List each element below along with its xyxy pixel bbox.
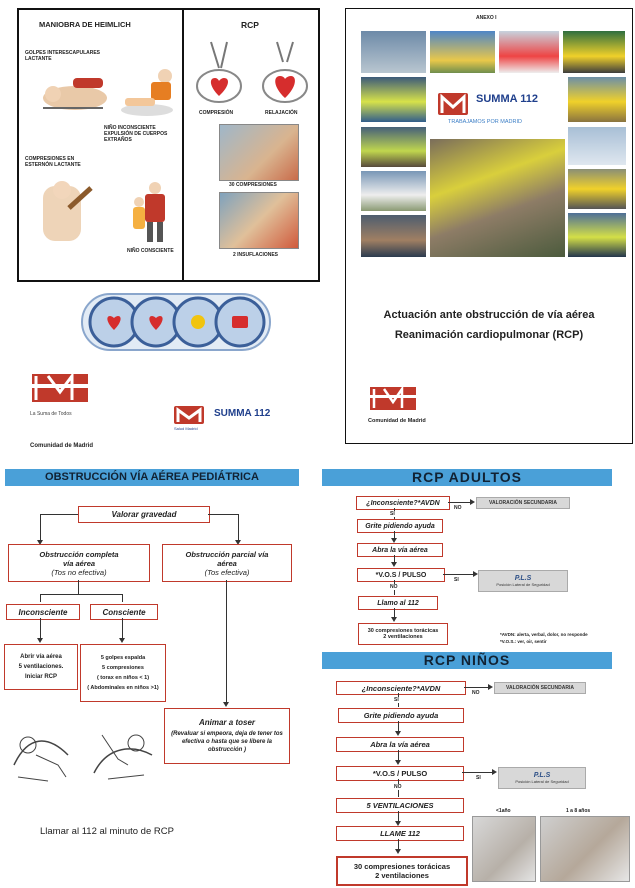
box-completa: [8, 544, 150, 582]
ninos-comp: 30 compresiones torácicas: [353, 862, 451, 871]
photo-helicopter-2: [430, 31, 495, 73]
parcial-sub: (Tos efectiva): [204, 567, 250, 577]
age-label-1: <1año: [496, 808, 511, 814]
line-split: [40, 514, 78, 515]
comunidad-text: Comunidad de Madrid: [30, 443, 93, 449]
ninos-si1: SI: [394, 697, 399, 703]
line-incons-down: [40, 618, 41, 640]
photo-ambulance-side: [568, 77, 626, 122]
adultos-vos: *V.O.S / PULSO: [357, 568, 445, 582]
cover-title-2: Reanimación cardiopulmonar (RCP): [394, 329, 584, 341]
pediatric-title: OBSTRUCCIÓN VÍA AÉREA PEDIÁTRICA: [5, 469, 299, 486]
photo-team-2: [568, 213, 626, 257]
adultos-inconsciente: ¿Inconsciente?*AVDN: [356, 496, 450, 510]
line-cons: [122, 594, 123, 602]
label-nino-consciente: NIÑO CONSCIENTE: [127, 248, 174, 254]
summa-logo-left: [170, 404, 290, 430]
ninos-pls: P.L.S: [533, 772, 551, 779]
cover-page: [345, 8, 633, 444]
summa-m-icon: [170, 404, 210, 426]
ninos-si2: SI: [476, 775, 481, 781]
abrir-text: Abrir vía aérea: [20, 654, 62, 660]
label-nino-inconsciente: NIÑO INCONSCIENTE EXPULSIÓN DE CUERPOS EXTRAÑOS: [104, 125, 168, 143]
arrow-incons: [37, 638, 43, 643]
adultos-vent: 2 ventilaciones: [383, 634, 423, 640]
panel-divider: [182, 10, 184, 280]
ninos-no-line: [464, 687, 488, 688]
madrid-m-icon: [30, 372, 90, 406]
ninos-arrow-3: [395, 760, 401, 765]
golpes-text: 5 golpes espalda: [100, 655, 146, 661]
rcp-title: RCP: [241, 20, 259, 30]
line-right-down: [238, 514, 239, 542]
revaluar-text: (Revaluar si empeora, deja de tener tos efectiva o hasta que se libere la obstrucción ): [171, 731, 283, 753]
llamar-112-text: Llamar al 112 al minuto de RCP: [40, 826, 174, 837]
photo-30-compressions: [219, 124, 299, 181]
anexo-label: ANEXO I: [476, 15, 497, 21]
cinco-vent-text: 5 ventilaciones.: [18, 664, 64, 670]
label-golpes: GOLPES INTERESCAPULARES LACTANTE: [25, 50, 101, 62]
ninos-valoracion: VALORACIÓN SECUNDARIA: [494, 682, 586, 694]
cpr-steps-circles: [80, 288, 272, 356]
cover-title-1: Actuación ante obstrucción de vía aérea: [383, 309, 595, 321]
arrow-cons: [119, 638, 125, 643]
ninos-grite: Grite pidiendo ayuda: [338, 708, 464, 723]
line-completa-split: [40, 594, 122, 595]
ninos-inconsciente: ¿Inconsciente?*AVDN: [336, 681, 466, 695]
heimlich-rcp-panel: [17, 8, 320, 282]
illustration-conscious-child: [119, 180, 177, 245]
cinco-comp-text: 5 compresiones: [102, 665, 144, 671]
salud-text-left: Salud Madrid: [174, 426, 198, 431]
photo-car-road: [568, 169, 626, 209]
illustration-infant-rcp-1: [8, 715, 78, 785]
adultos-title: RCP ADULTOS: [322, 469, 612, 486]
ninos-vent: 2 ventilaciones: [375, 871, 429, 880]
photo-helicopter-1: [361, 31, 426, 73]
ninos-no1: NO: [472, 690, 480, 696]
line-split-right: [208, 514, 238, 515]
completa-sub: (Tos no efectiva): [51, 567, 107, 577]
summa-text-cover: SUMMA 112: [476, 93, 538, 105]
illustration-compression: [191, 38, 247, 106]
photo-child-cpr: [540, 816, 630, 882]
adultos-comp-box: [358, 623, 448, 645]
photo-rescue-snow: [499, 31, 559, 73]
ninos-arrow-6: [395, 849, 401, 854]
photo-indoor: [361, 215, 426, 257]
ninos-pls-box: [498, 767, 586, 789]
adultos-valoracion: VALORACIÓN SECUNDARIA: [476, 497, 570, 509]
photo-infant-cpr: [472, 816, 536, 882]
iniciar-text: Iniciar RCP: [24, 674, 57, 680]
adultos-note2: *V.O.S.: ver, oir, sentir: [500, 639, 547, 644]
adultos-llamo: Llamo al 112: [358, 596, 438, 610]
animar-text: Animar a toser: [198, 718, 256, 727]
ninos-abra: Abra la vía aérea: [336, 737, 464, 752]
photo-stretcher: [361, 127, 426, 167]
line-incons: [40, 594, 41, 602]
ninos-comp-box: [336, 856, 468, 886]
ninos-si-arrow: [492, 769, 497, 775]
adultos-note1: *AVDN: alerta, verbal, dolor, no responde: [500, 632, 588, 637]
ninos-si-line: [462, 772, 492, 773]
line-completa-down: [78, 580, 79, 594]
ninos-no-arrow: [488, 684, 493, 690]
adultos-arrow-5: [391, 617, 397, 622]
abdominales-text: ( Abdominales en niños >1): [87, 685, 159, 691]
comunidad-text-cover: Comunidad de Madrid: [368, 418, 426, 424]
ninos-arrow-2: [395, 731, 401, 736]
photo-2-insufflations: [219, 192, 299, 249]
box-golpes: [80, 644, 166, 702]
comunidad-logo-cover: [368, 385, 438, 424]
adultos-si2: SI: [454, 577, 459, 583]
ninos-cinco: 5 VENTILACIONES: [336, 798, 464, 813]
parcial-text: Obstrucción parcial vía aérea: [185, 549, 269, 568]
photo-helicopter-3: [568, 127, 626, 165]
line-parcial-down: [226, 580, 227, 704]
label-compresion: COMPRESIÓN: [199, 110, 234, 116]
adultos-comp: 30 compresiones torácicas: [367, 628, 439, 634]
adultos-posicion: Posición Lateral de Seguridad: [496, 582, 550, 587]
label-30-compresiones: 30 COMPRESIONES: [229, 182, 277, 188]
torax-text: ( torax en niños < 1): [96, 675, 150, 681]
illustration-chest-compressions: [29, 178, 104, 253]
illustration-back-blows: [33, 68, 113, 123]
label-relajacion: RELAJACIÓN: [265, 110, 298, 116]
arrow-parcial: [223, 702, 229, 707]
adultos-no-arrow: [470, 499, 475, 505]
summa-text-left: SUMMA 112: [214, 408, 271, 419]
box-animar: [164, 708, 290, 764]
adultos-no-line: [448, 502, 470, 503]
photo-ambulance-yellow: [563, 31, 625, 73]
adultos-si-line: [443, 574, 473, 575]
line-left-down: [40, 514, 41, 542]
box-valorar: Valorar gravedad: [78, 506, 210, 523]
illustration-unconscious-child: [117, 62, 179, 122]
adultos-no2: NO: [390, 584, 398, 590]
box-parcial: [162, 544, 292, 582]
adultos-pls-box: [478, 570, 568, 592]
summa-logo-cover: [434, 89, 564, 129]
adultos-abra: Abra la vía aérea: [357, 543, 443, 557]
suma-todos-text: La Suma de Todos: [30, 411, 72, 417]
box-abrir-via: [4, 644, 78, 690]
ninos-llame: LLAME 112: [336, 826, 464, 841]
summa-cross-icon: [434, 89, 474, 119]
photo-mountain-rescue: [430, 139, 565, 257]
ninos-posicion: Posición Lateral de Seguridad: [515, 779, 569, 784]
madrid-m-icon-cover: [368, 385, 418, 413]
age-label-2: 1 a 8 años: [566, 808, 591, 814]
box-consciente: Consciente: [90, 604, 158, 620]
adultos-pls: P.L.S: [514, 575, 532, 582]
box-inconsciente: Inconsciente: [6, 604, 80, 620]
ninos-title: RCP NIÑOS: [322, 652, 612, 669]
photo-tent: [361, 171, 426, 211]
heimlich-title: MANIOBRA DE HEIMLICH: [39, 20, 131, 29]
adultos-arrow-3: [391, 562, 397, 567]
trabajamos-text: TRABAJAMOS POR MADRID: [448, 119, 522, 125]
comunidad-madrid-logo: [30, 372, 100, 449]
illustration-relaxation: [257, 38, 313, 106]
photo-team-1: [361, 77, 426, 122]
completa-text: Obstrucción completa vía aérea: [39, 549, 119, 568]
line-cons-down: [122, 618, 123, 640]
ninos-no2: NO: [394, 784, 402, 790]
adultos-grite: Grite pidiendo ayuda: [357, 519, 443, 533]
adultos-si1: SI: [390, 511, 395, 517]
label-compresiones: COMPRESIONES EN ESTERNÓN LACTANTE: [25, 156, 81, 168]
label-2-insuflaciones: 2 INSUFLACIONES: [233, 252, 279, 258]
illustration-infant-rcp-2: [88, 715, 158, 785]
ninos-vos: *V.O.S / PULSO: [336, 766, 464, 781]
adultos-no1: NO: [454, 505, 462, 511]
